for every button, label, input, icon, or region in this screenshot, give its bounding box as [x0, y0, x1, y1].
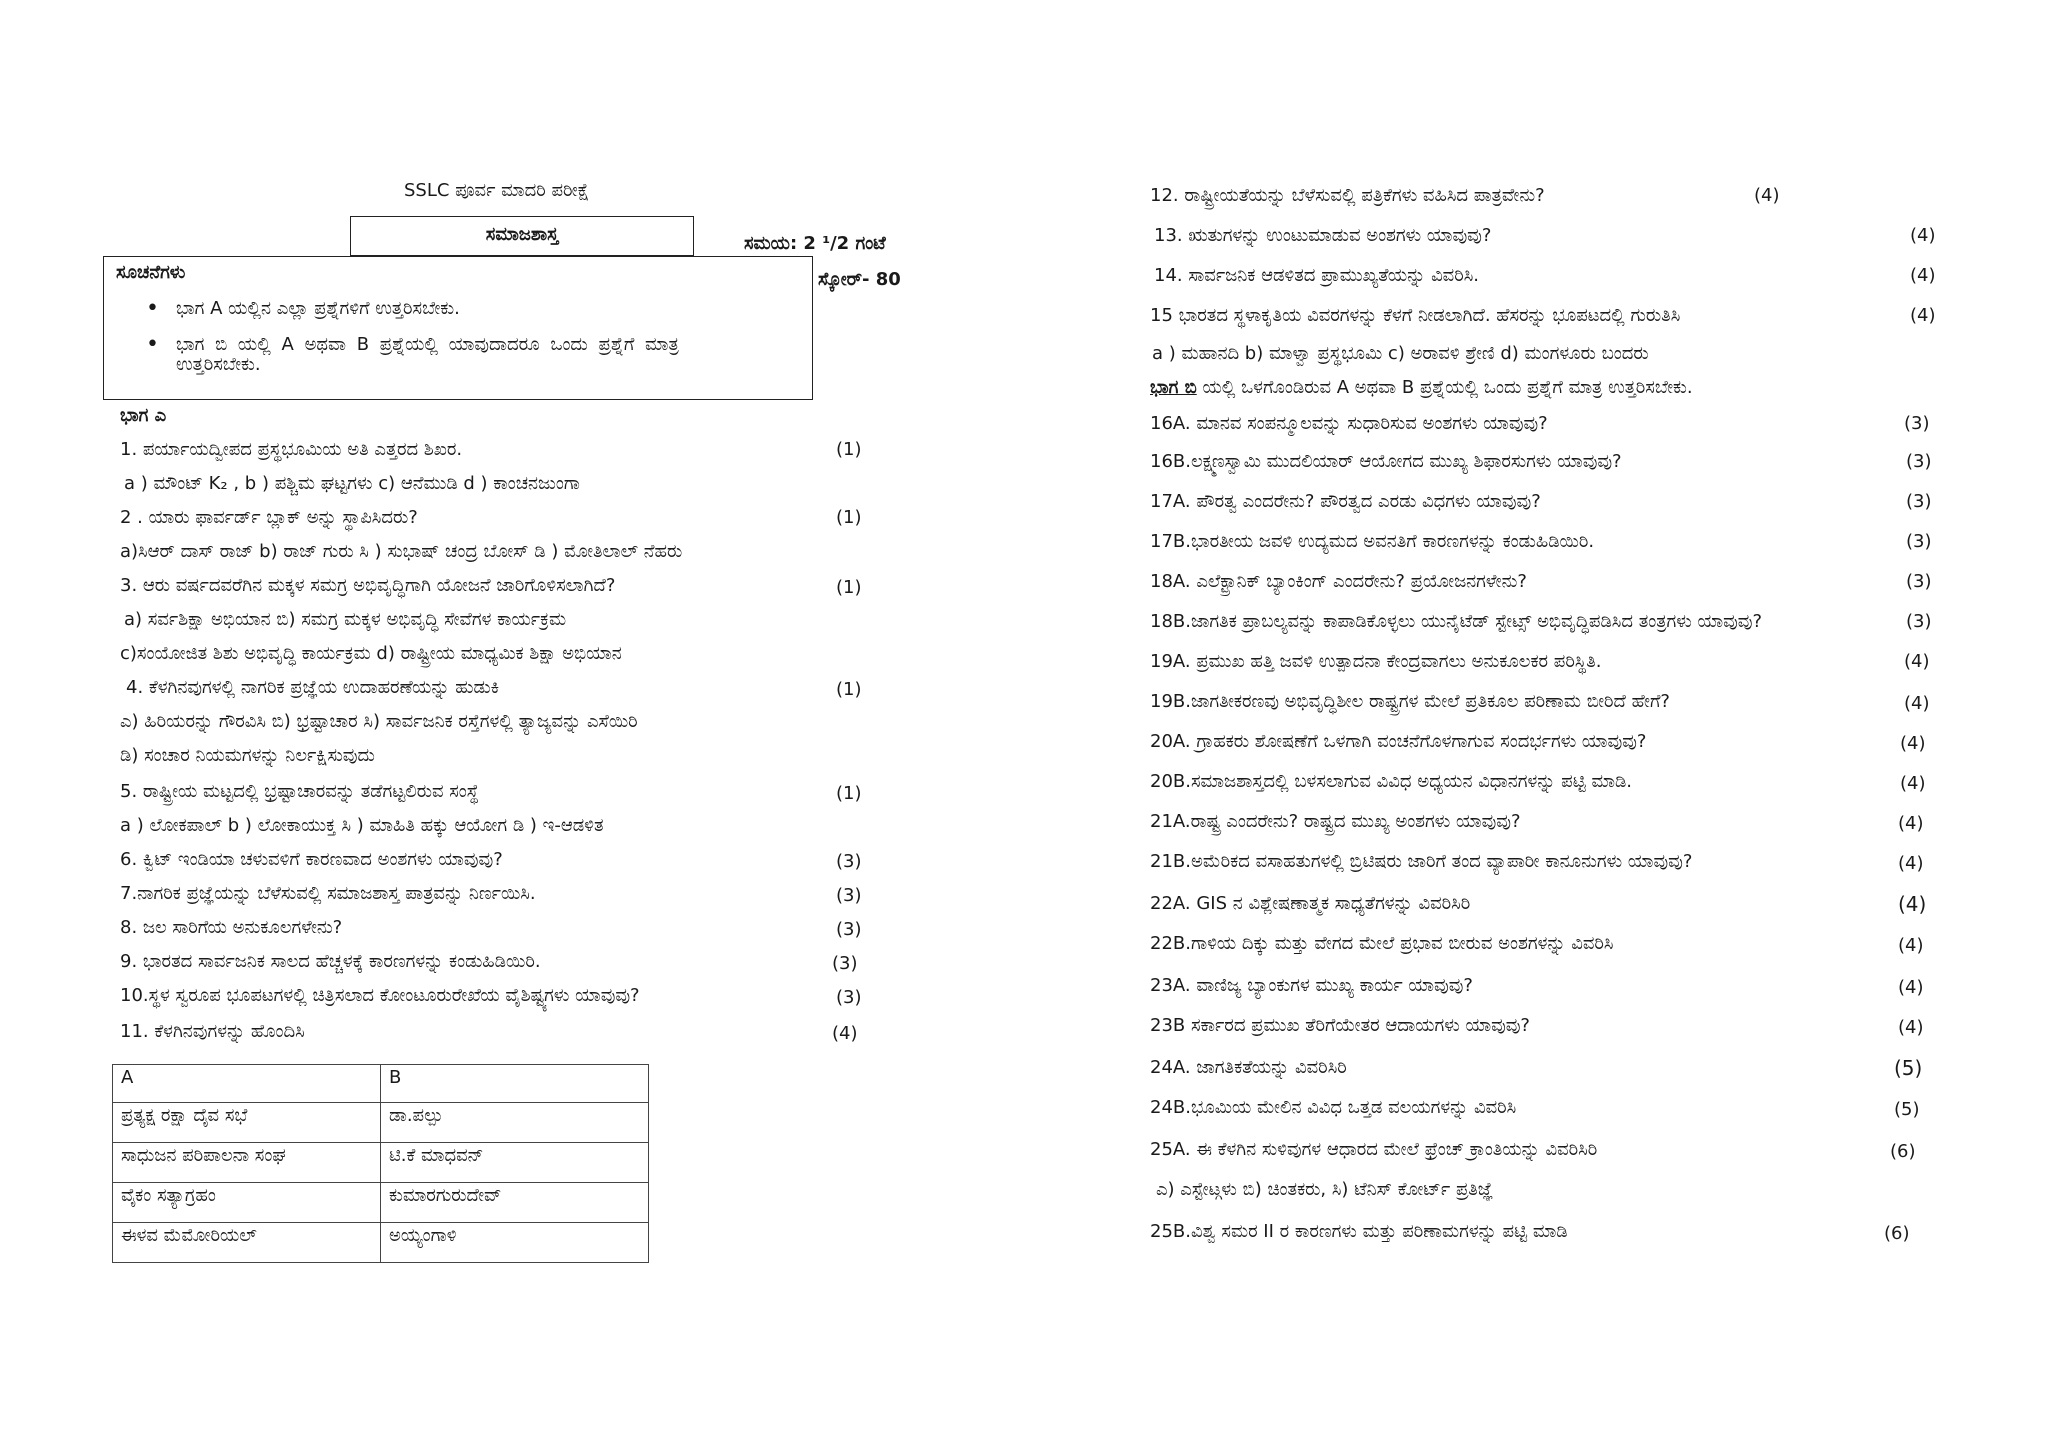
question-11: 11. ಕೆಳಗಿನವುಗಳನ್ನು ಹೊಂದಿಸಿ: [120, 1021, 305, 1042]
marks: (4): [1904, 693, 1930, 714]
marks: (1): [836, 507, 862, 528]
table-cell: ಸಾಧುಜನ ಪರಿಪಾಲನಾ ಸಂಘ: [113, 1143, 381, 1183]
question-22b: 22B.ಗಾಳಿಯ ದಿಕ್ಕು ಮತ್ತು ವೇಗದ ಮೇಲೆ ಪ್ರಭಾವ ಬೀರುವ ಅಂಶಗಳನ್ನು ವಿವರಿಸಿ: [1150, 933, 1614, 954]
marks: (3): [836, 919, 862, 940]
question-17a: 17A. ಪೌರತ್ವ ಎಂದರೇನು? ಪೌರತ್ವದ ಎರಡು ವಿಧಗಳು ಯಾವುವು?: [1150, 491, 1541, 512]
bullet-icon: •: [146, 332, 159, 357]
instruction-item: ಭಾಗ A ಯಲ್ಲಿನ ಎಲ್ಲಾ ಪ್ರಶ್ನೆಗಳಿಗೆ ಉತ್ತರಿಸಬೇಕು.: [176, 298, 460, 319]
match-table: [112, 1064, 649, 1263]
table-header-cell: A: [113, 1065, 381, 1103]
table-cell: ಟಿ.ಕೆ ಮಾಧವನ್: [381, 1143, 649, 1183]
instruction-item-cont: ಉತ್ತರಿಸಬೇಕು.: [176, 354, 261, 375]
question-4-options: ಡಿ) ಸಂಚಾರ ನಿಯಮಗಳನ್ನು ನಿರ್ಲಕ್ಷಿಸುವುದು: [120, 745, 375, 766]
table-cell: ಅಯ್ಯಂಗಾಳಿ: [381, 1223, 649, 1263]
marks: (3): [836, 987, 862, 1008]
table-cell: ಈಳವ ಮೆಮೋರಿಯಲ್: [113, 1223, 381, 1263]
question-9: 9. ಭಾರತದ ಸಾರ್ವಜನಿಕ ಸಾಲದ ಹೆಚ್ಚಳಕ್ಕೆ ಕಾರಣಗಳನ್ನು ಕಂಡುಹಿಡಿಯಿರಿ.: [120, 951, 541, 972]
question-10: 10.ಸ್ಥಳ ಸ್ವರೂಪ ಭೂಪಟಗಳಲ್ಲಿ ಚಿತ್ರಿಸಲಾದ ಕೋಂಟೂರುರೇಖೆಯ ವೈಶಿಷ್ಟ್ಯಗಳು ಯಾವುವು?: [120, 985, 640, 1006]
exam-title: SSLC ಪೂರ್ವ ಮಾದರಿ ಪರೀಕ್ಷೆ: [404, 180, 590, 201]
marks: (1): [836, 783, 862, 804]
question-24a: 24A. ಜಾಗತಿಕತೆಯನ್ನು ವಿವರಿಸಿರಿ: [1150, 1057, 1347, 1078]
marks: (4): [1910, 225, 1936, 246]
marks: (6): [1884, 1223, 1910, 1244]
marks: (4): [1898, 853, 1924, 874]
question-25a-options: ಎ) ಎಸ್ಟೇಟ್ಗಳು ಬಿ) ಚಿಂತಕರು, ಸಿ) ಟೆನಿಸ್ ಕೋರ್ಟ್ ಪ್ರತಿಜ್ಞೆ: [1156, 1179, 1494, 1200]
instructions-box: [103, 256, 813, 400]
question-20b: 20B.ಸಮಾಜಶಾಸ್ತದಲ್ಲಿ ಬಳಸಲಾಗುವ ವಿವಿಧ ಅಧ್ಯಯನ ವಿಧಾನಗಳನ್ನು ಪಟ್ಟಿ ಮಾಡಿ.: [1150, 771, 1633, 792]
question-16a: 16A. ಮಾನವ ಸಂಪನ್ಮೂಲವನ್ನು ಸುಧಾರಿಸುವ ಅಂಶಗಳು ಯಾವುವು?: [1150, 413, 1548, 434]
question-17b: 17B.ಭಾರತೀಯ ಜವಳಿ ಉದ್ಯಮದ ಅವನತಿಗೆ ಕಾರಣಗಳನ್ನು ಕಂಡುಹಿಡಿಯಿರಿ.: [1150, 531, 1595, 552]
marks: (1): [836, 577, 862, 598]
question-23a: 23A. ವಾಣಿಜ್ಯ ಬ್ಯಾಂಕುಗಳ ಮುಖ್ಯ ಕಾರ್ಯ ಯಾವುವು?: [1150, 975, 1473, 996]
marks: (3): [1906, 531, 1932, 552]
marks: (4): [1898, 813, 1924, 834]
question-5-options: a ) ಲೋಕಪಾಲ್ b ) ಲೋಕಾಯುಕ್ತ ಸಿ ) ಮಾಹಿತಿ ಹಕ್ಕು ಆಯೋಗ ಡಿ ) ಇ-ಆಡಳಿತ: [120, 815, 604, 836]
marks: (5): [1894, 1056, 1923, 1080]
marks: (3): [1906, 491, 1932, 512]
question-25b: 25B.ವಿಶ್ವ ಸಮರ II ರ ಕಾರಣಗಳು ಮತ್ತು ಪರಿಣಾಮಗಳನ್ನು ಪಟ್ಟಿ ಮಾಡಿ: [1150, 1221, 1568, 1242]
question-3: 3. ಆರು ವರ್ಷದವರೆಗಿನ ಮಕ್ಕಳ ಸಮಗ್ರ ಅಭಿವೃದ್ಧಿಗಾಗಿ ಯೋಜನೆ ಜಾರಿಗೊಳಿಸಲಾಗಿದೆ?: [120, 575, 616, 596]
marks: (4): [1898, 977, 1924, 998]
marks: (4): [1904, 651, 1930, 672]
question-24b: 24B.ಭೂಮಿಯ ಮೇಲಿನ ವಿವಿಧ ಒತ್ತಡ ವಲಯಗಳನ್ನು ವಿವರಿಸಿ: [1150, 1097, 1517, 1118]
table-row: [113, 1223, 649, 1263]
instructions-heading: ಸೂಚನೆಗಳು: [116, 262, 186, 283]
marks: (4): [1898, 1017, 1924, 1038]
question-4-options: ಎ) ಹಿರಿಯರನ್ನು ಗೌರವಿಸಿ ಬಿ) ಭ್ರಷ್ಟಾಚಾರ ಸಿ) ಸಾರ್ವಜನಿಕ ರಸ್ತೆಗಳಲ್ಲಿ ತ್ಯಾಜ್ಯವನ್ನು ಎಸೆಯಿರಿ: [120, 711, 638, 732]
part-b-label: ಭಾಗ ಬಿ: [1150, 377, 1197, 398]
question-18b: 18B.ಜಾಗತಿಕ ಪ್ರಾಬಲ್ಯವನ್ನು ಕಾಪಾಡಿಕೊಳ್ಳಲು ಯುನೈಟೆಡ್ ಸ್ಟೇಟ್ಸ್ ಅಭಿವೃದ್ಧಿಪಡಿಸಿದ ತಂತ್ರಗಳು ಯಾವುವು?: [1150, 611, 1763, 632]
subject-title: ಸಮಾಜಶಾಸ್ತ: [350, 216, 694, 256]
marks: (4): [1910, 305, 1936, 326]
question-4: 4. ಕೆಳಗಿನವುಗಳಲ್ಲಿ ನಾಗರಿಕ ಪ್ರಜ್ಞೆಯ ಉದಾಹರಣೆಯನ್ನು ಹುಡುಕಿ: [126, 677, 500, 698]
marks: (4): [1754, 185, 1780, 206]
marks: (4): [832, 1023, 858, 1044]
question-19b: 19B.ಜಾಗತೀಕರಣವು ಅಭಿವೃದ್ಧಿಶೀಲ ರಾಷ್ಟ್ರಗಳ ಮೇಲೆ ಪ್ರತಿಕೂಲ ಪರಿಣಾಮ ಬೀರಿದೆ ಹೇಗೆ?: [1150, 691, 1670, 712]
question-3-options: a) ಸರ್ವಶಿಕ್ಷಾ ಅಭಿಯಾನ ಬಿ) ಸಮಗ್ರ ಮಕ್ಕಳ ಅಭಿವೃದ್ಧಿ ಸೇವೆಗಳ ಕಾರ್ಯಕ್ರಮ: [124, 609, 567, 630]
table-row: [113, 1183, 649, 1223]
marks: (4): [1898, 935, 1924, 956]
question-18a: 18A. ಎಲೆಕ್ಟ್ರಾನಿಕ್ ಬ್ಯಾಂಕಿಂಗ್ ಎಂದರೇನು? ಪ್ರಯೋಜನಗಳೇನು?: [1150, 571, 1527, 592]
table-cell: ಪ್ರತ್ಯಕ್ಷ ರಕ್ಷಾ ದೈವ ಸಭೆ: [113, 1103, 381, 1143]
question-2: 2 . ಯಾರು ಫಾರ್ವರ್ಡ್ ಬ್ಲಾಕ್ ಅನ್ನು ಸ್ಥಾಪಿಸಿದರು?: [120, 507, 418, 528]
question-1: 1. ಪರ್ಯಾಯದ್ವೀಪದ ಪ್ರಸ್ಥಭೂಮಿಯ ಅತಿ ಎತ್ತರದ ಶಿಖರ.: [120, 439, 463, 460]
table-cell: ಡಾ.ಪಲ್ಪು: [381, 1103, 649, 1143]
marks: (3): [832, 953, 858, 974]
marks: (1): [836, 439, 862, 460]
question-12: 12. ರಾಷ್ಟ್ರೀಯತೆಯನ್ನು ಬೆಳೆಸುವಲ್ಲಿ ಪತ್ರಿಕೆಗಳು ವಹಿಸಿದ ಪಾತ್ರವೇನು?: [1150, 185, 1545, 206]
question-21b: 21B.ಅಮೆರಿಕದ ವಸಾಹತುಗಳಲ್ಲಿ ಬ್ರಿಟಿಷರು ಜಾರಿಗೆ ತಂದ ವ್ಯಾಪಾರೀ ಕಾನೂನುಗಳು ಯಾವುವು?: [1150, 851, 1693, 872]
marks: (3): [836, 885, 862, 906]
table-cell: ಕುಮಾರಗುರುದೇವ್: [381, 1183, 649, 1223]
question-16b: 16B.ಲಕ್ಷ್ಮಣಸ್ವಾಮಿ ಮುದಲಿಯಾರ್ ಆಯೋಗದ ಮುಖ್ಯ ಶಿಫಾರಸುಗಳು ಯಾವುವು?: [1150, 451, 1622, 472]
marks: (3): [1906, 611, 1932, 632]
question-7: 7.ನಾಗರಿಕ ಪ್ರಜ್ಞೆಯನ್ನು ಬೆಳೆಸುವಲ್ಲಿ ಸಮಾಜಶಾಸ್ತ ಪಾತ್ರವನ್ನು ನಿರ್ಣಯಿಸಿ.: [120, 883, 536, 904]
question-15: 15 ಭಾರತದ ಸ್ಥಳಾಕೃತಿಯ ವಿವರಗಳನ್ನು ಕೆಳಗೆ ನೀಡಲಾಗಿದೆ. ಹೆಸರನ್ನು ಭೂಪಟದಲ್ಲಿ ಗುರುತಿಸಿ: [1150, 305, 1681, 326]
marks: (6): [1890, 1141, 1916, 1162]
marks: (4): [1900, 733, 1926, 754]
bullet-icon: •: [146, 296, 159, 321]
question-8: 8. ಜಲ ಸಾರಿಗೆಯ ಅನುಕೂಲಗಳೇನು?: [120, 917, 343, 938]
question-1-options: a ) ಮೌಂಟ್ K₂ , b ) ಪಶ್ಚಿಮ ಘಟ್ಟಗಳು c) ಆನೆಮುಡಿ d ) ಕಾಂಚನಜುಂಗಾ: [124, 473, 580, 494]
question-3-options: c)ಸಂಯೋಜಿತ ಶಿಶು ಅಭಿವೃದ್ಧಿ ಕಾರ್ಯಕ್ರಮ d) ರಾಷ್ಟ್ರೀಯ ಮಾಧ್ಯಮಿಕ ಶಿಕ್ಷಾ ಅಭಿಯಾನ: [120, 643, 622, 664]
question-15-options: a ) ಮಹಾನದಿ b) ಮಾಳ್ವಾ ಪ್ರಸ್ಥಭೂಮಿ c) ಅರಾವಳಿ ಶ್ರೇಣಿ d) ಮಂಗಳೂರು ಬಂದರು: [1152, 343, 1649, 364]
question-2-options: a)ಸಿಆರ್ ದಾಸ್ ರಾಜ್ b) ರಾಜ್ ಗುರು ಸಿ ) ಸುಭಾಷ್ ಚಂದ್ರ ಬೋಸ್ ಡಿ ) ಮೋತಿಲಾಲ್ ನೆಹರು: [120, 541, 683, 562]
part-b-instruction: [1150, 376, 1693, 400]
question-14: 14. ಸಾರ್ವಜನಿಕ ಆಡಳಿತದ ಪ್ರಾಮುಖ್ಯತೆಯನ್ನು ವಿವರಿಸಿ.: [1154, 265, 1480, 286]
table-header-cell: B: [381, 1065, 649, 1103]
table-row: [113, 1143, 649, 1183]
table-header-row: [113, 1065, 649, 1103]
question-25a: 25A. ಈ ಕೆಳಗಿನ ಸುಳಿವುಗಳ ಆಧಾರದ ಮೇಲೆ ಫ್ರೆಂಚ್ ಕ್ರಾಂತಿಯನ್ನು ವಿವರಿಸಿರಿ: [1150, 1139, 1598, 1160]
question-22a: 22A. GIS ನ ವಿಶ್ಲೇಷಣಾತ್ಮಕ ಸಾಧ್ಯತೆಗಳನ್ನು ವಿವರಿಸಿರಿ: [1150, 893, 1471, 914]
part-a-heading: ಭಾಗ ಎ: [120, 405, 167, 426]
question-5: 5. ರಾಷ್ಟ್ರೀಯ ಮಟ್ಟದಲ್ಲಿ ಭ್ರಷ್ಟಾಚಾರವನ್ನು ತಡೆಗಟ್ಟಲಿರುವ ಸಂಸ್ಥೆ: [120, 781, 479, 802]
exam-score: ಸ್ಕೋರ್- 80: [818, 269, 901, 290]
question-23b: 23B ಸರ್ಕಾರದ ಪ್ರಮುಖ ತೆರಿಗೆಯೇತರ ಆದಾಯಗಳು ಯಾವುವು?: [1150, 1015, 1530, 1036]
question-6: 6. ಕ್ವಿಟ್ ಇಂಡಿಯಾ ಚಳುವಳಿಗೆ ಕಾರಣವಾದ ಅಂಶಗಳು ಯಾವುವು?: [120, 849, 503, 870]
instruction-item: ಭಾಗ ಬಿ ಯಲ್ಲಿ A ಅಥವಾ B ಪ್ರಶ್ನೆಯಲ್ಲಿ ಯಾವುದಾದರೂ ಒಂದು ಪ್ರಶ್ನೆಗೆ ಮಾತ್ರ: [176, 334, 679, 355]
marks: (1): [836, 679, 862, 700]
marks: (3): [1904, 413, 1930, 434]
part-b-text: ಯಲ್ಲಿ ಒಳಗೊಂಡಿರುವ A ಅಥವಾ B ಪ್ರಶ್ನೆಯಲ್ಲಿ ಒಂದು ಪ್ರಶ್ನೆಗೆ ಮಾತ್ರ ಉತ್ತರಿಸಬೇಕು.: [1196, 377, 1693, 398]
table-row: [113, 1103, 649, 1143]
marks: (4): [1900, 773, 1926, 794]
marks: (4): [1898, 892, 1927, 916]
exam-time: ಸಮಯ: 2 ¹/2 ಗಂಟೆ: [744, 233, 886, 254]
marks: (3): [836, 851, 862, 872]
question-21a: 21A.ರಾಷ್ಟ್ರ ಎಂದರೇನು? ರಾಷ್ಟ್ರದ ಮುಖ್ಯ ಅಂಶಗಳು ಯಾವುವು?: [1150, 811, 1521, 832]
question-13: 13. ಋತುಗಳನ್ನು ಉಂಟುಮಾಡುವ ಅಂಶಗಳು ಯಾವುವು?: [1154, 225, 1492, 246]
marks: (4): [1910, 265, 1936, 286]
marks: (3): [1906, 451, 1932, 472]
table-cell: ವೈಕಂ ಸತ್ಯಾಗ್ರಹಂ: [113, 1183, 381, 1223]
marks: (5): [1894, 1099, 1920, 1120]
marks: (3): [1906, 571, 1932, 592]
question-19a: 19A. ಪ್ರಮುಖ ಹತ್ತಿ ಜವಳಿ ಉತ್ಪಾದನಾ ಕೇಂದ್ರವಾಗಲು ಅನುಕೂಲಕರ ಪರಿಸ್ಥಿತಿ.: [1150, 651, 1602, 672]
question-20a: 20A. ಗ್ರಾಹಕರು ಶೋಷಣೆಗೆ ಒಳಗಾಗಿ ವಂಚನೆಗೊಳಗಾಗುವ ಸಂದರ್ಭಗಳು ಯಾವುವು?: [1150, 731, 1647, 752]
